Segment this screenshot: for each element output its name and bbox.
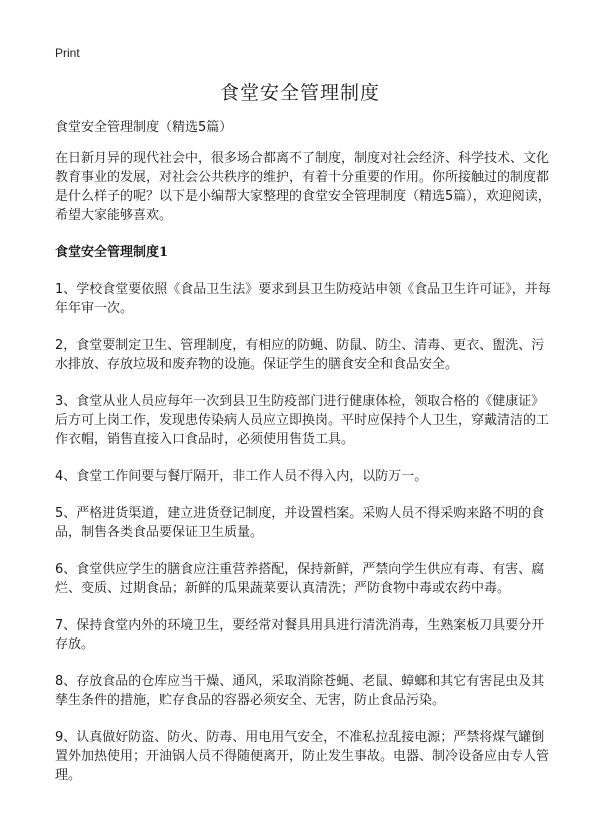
rule-item-8: 8、存放食品的仓库应当干燥、通风，采取消除苍蝇、老鼠、蟑螂和其它有害昆虫及其孳生条件的措施，贮存食品的容器必须安全、无害，防止食品污染。 (55, 674, 545, 708)
rule-item-4: 4、食堂工作间要与餐厅隔开，非工作人员不得入内，以防万一。 (55, 469, 428, 484)
rule-item-1: 1、学校食堂要依照《食品卫生法》要求到县卫生防疫站申领《食品卫生许可证》，并每年年审一次。 (55, 282, 551, 316)
intro-paragraph: 在日新月异的现代社会中，很多场合都离不了制度，制度对社会经济、科学技术、文化教育事业的发展，对社会公共秩序的维护，有着十分重要的作用。你所接触过的制度都是什么样子的呢？以下是小编帮大家整理的食堂安全管理制度（精选5篇），欢迎阅读，希望大家能够喜欢。 (55, 151, 551, 223)
section-heading: 食堂安全管理制度1 (55, 245, 169, 260)
rule-item-9: 9、认真做好防盗、防火、防毒、用电用气安全，不准私拉乱接电源；严禁将煤气罐倒置外加热使用；开油锅人员不得随便离开，防止发生事故。电器、制冷设备应由专人管理。 (55, 730, 550, 783)
rule-item-7: 7、保持食堂内外的环境卫生，要经常对餐具用具进行清洗消毒，生熟案板刀具要分开存放。 (55, 618, 545, 652)
print-link[interactable]: Print (55, 46, 80, 60)
document-body (55, 118, 555, 803)
rule-item-3: 3、食堂从业人员应每年一次到县卫生防疫部门进行健康体检，领取合格的《健康证》后方可上岗工作，发现患传染病人员应立即换岗。平时应保持个人卫生，穿戴清洁的工作衣帽，销售直接入口食品时，必须使用售货工具。 (55, 394, 550, 447)
rule-item-2: 2，食堂要制定卫生、管理制度，有相应的防蝇、防鼠、防尘、清毒、更衣、盥洗、污水排放、存放垃圾和废弃物的设施。保证学生的膳食安全和食品安全。 (55, 338, 545, 372)
rule-item-5: 5、严格进货渠道，建立进货登记制度，并设置档案。采购人员不得采购来路不明的食品，制售各类食品要保证卫生质量。 (55, 506, 545, 540)
page-title: 食堂安全管理制度 (219, 82, 380, 104)
rule-item-6: 6、食堂供应学生的膳食应注重营养搭配，保持新鲜，严禁向学生供应有毒、有害、腐烂、变质、过期食品；新鲜的瓜果蔬菜要认真清洗；严防食物中毒或农药中毒。 (55, 562, 545, 596)
document-subtitle: 食堂安全管理制度（精选5篇） (55, 120, 233, 135)
